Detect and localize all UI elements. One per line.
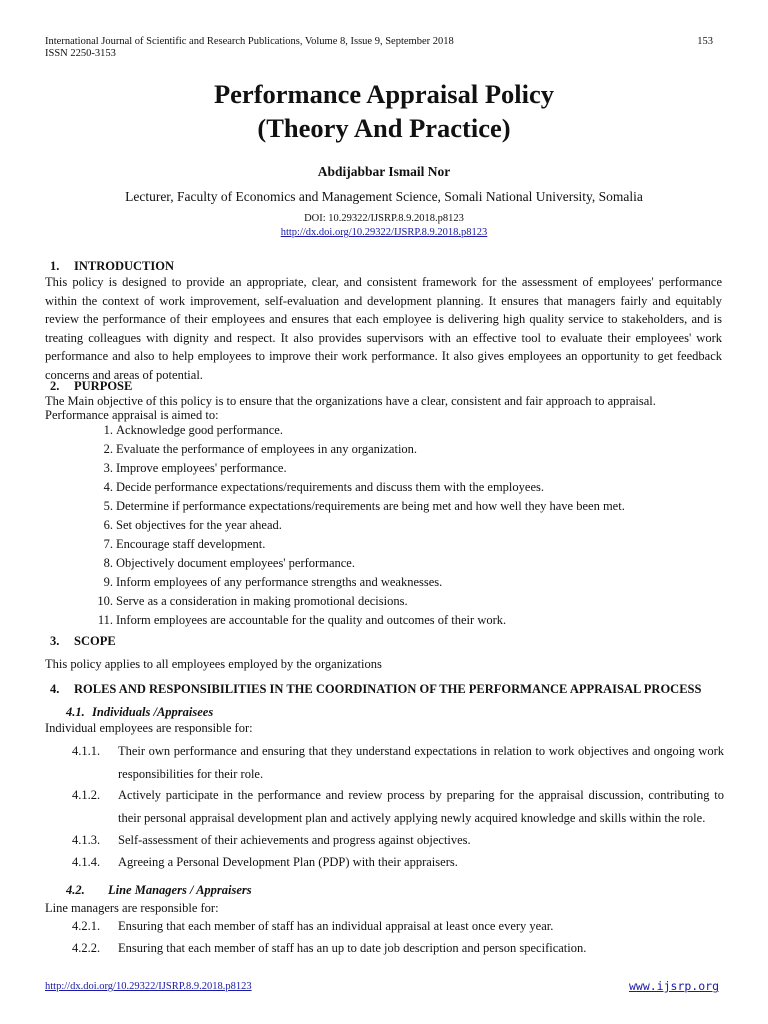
section-title: ROLES AND RESPONSIBILITIES IN THE COORDINATION OF THE PERFORMANCE APPRAISAL PROCESS bbox=[74, 682, 702, 696]
list-item: 4.1.3. Self-assessment of their achievements and progress against objectives. bbox=[72, 833, 471, 847]
subsection-number: 4.1. bbox=[66, 705, 85, 719]
list-item: 1. Acknowledge good performance. bbox=[103, 423, 283, 437]
list-item: 5. Determine if performance expectations/requirements are being met and how well they have been met. bbox=[103, 499, 625, 513]
author-name: Abdijabbar Ismail Nor bbox=[317, 164, 451, 179]
list-item: 4.1.2. Actively participate in the performance and review process by preparing for the appraisal discussion, contributing to their personal appraisal development plan and actively applying newly acquired knowledge and skills within the role. bbox=[72, 788, 724, 825]
paper-title-line-1: Performance Appraisal Policy bbox=[213, 79, 554, 109]
subsection-number: 4.2. bbox=[66, 883, 85, 897]
subsection-heading-individuals bbox=[66, 705, 213, 720]
author-affiliation: Lecturer, Faculty of Economics and Management Science, Somali National University, Somalia bbox=[125, 189, 643, 204]
list-item: 2. Evaluate the performance of employees in any organization. bbox=[103, 442, 418, 456]
purpose-list bbox=[88, 421, 625, 630]
doi-link[interactable]: http://dx.doi.org/10.29322/IJSRP.8.9.2018.p8123 bbox=[280, 227, 488, 238]
list-item: 9. Inform employees of any performance strengths and weaknesses. bbox=[103, 575, 443, 589]
list-item: 4.1.4. Agreeing a Personal Development Plan (PDP) with their appraisers. bbox=[72, 855, 458, 869]
purpose-line-1: The Main objective of this policy is to ensure that the organizations have a clear, consistent and fair approach to appraisal. bbox=[45, 394, 656, 408]
list-item: 3. Improve employees' performance. bbox=[103, 461, 287, 475]
section-number: 2. bbox=[50, 379, 60, 393]
section-title: SCOPE bbox=[74, 634, 116, 648]
doi-link-container bbox=[0, 227, 768, 238]
list-item: 4.2.1. Ensuring that each member of staff has an individual appraisal at least once every year. bbox=[72, 919, 554, 933]
section-heading-introduction bbox=[50, 259, 174, 274]
purpose-line-2: Performance appraisal is aimed to: bbox=[45, 408, 219, 422]
list-item: 11. Inform employees are accountable for the quality and outcomes of their work. bbox=[97, 613, 507, 627]
scope-paragraph: This policy applies to all employees employed by the organizations bbox=[45, 657, 382, 671]
footer-doi-container bbox=[45, 981, 252, 992]
section-number: 4. bbox=[50, 682, 60, 696]
line-managers-intro: Line managers are responsible for: bbox=[45, 901, 219, 915]
doi-label: DOI: 10.29322/IJSRP.8.9.2018.p8123 bbox=[304, 213, 464, 224]
list-item: 10. Serve as a consideration in making promotional decisions. bbox=[97, 594, 408, 608]
section-title: PURPOSE bbox=[74, 379, 133, 393]
section-title: INTRODUCTION bbox=[74, 259, 175, 273]
journal-citation: International Journal of Scientific and Research Publications, Volume 8, Issue 9, September 2018 bbox=[45, 36, 454, 47]
section-number: 1. bbox=[50, 259, 60, 273]
introduction-paragraph: This policy is designed to provide an appropriate, clear, and consistent framework for the assessment of employees' performance within the context of work improvement, self-evaluation and development planning. It ensures that managers fairly and equitably review the performance of their employees and ensures that each employee is delivering high quality service to stakeholders, and is treating colleagues with dignity and respect. It also provides supervisors with an effective tool to evaluate their employees' work performance and also to help employees to improve their work performance. It also gives employees an opportunity to get feedback concerns and areas of potential. bbox=[45, 275, 722, 382]
footer-site-link[interactable]: www.ijsrp.org bbox=[628, 979, 719, 993]
list-item: 7. Encourage staff development. bbox=[103, 537, 266, 551]
section-heading-roles bbox=[50, 682, 701, 697]
section-heading-purpose bbox=[50, 379, 132, 394]
list-item: 4.2.2. Ensuring that each member of staff has an up to date job description and person specification. bbox=[72, 941, 587, 955]
page-number: 153 bbox=[697, 36, 713, 47]
paper-title-line-2: (Theory And Practice) bbox=[257, 113, 511, 143]
subsection-heading-line-managers bbox=[66, 883, 252, 898]
footer-site-container bbox=[600, 979, 719, 993]
subsection-title: Individuals /Appraisees bbox=[92, 705, 214, 719]
section-number: 3. bbox=[50, 634, 60, 648]
list-item: 8. Objectively document employees' performance. bbox=[103, 556, 355, 570]
individuals-intro: Individual employees are responsible for: bbox=[45, 721, 253, 735]
list-item: 6. Set objectives for the year ahead. bbox=[103, 518, 282, 532]
list-item: 4. Decide performance expectations/requirements and discuss them with the employees. bbox=[103, 480, 544, 494]
list-item: 4.1.1. Their own performance and ensuring that they understand expectations in relation to work objectives and ongoing work responsibilities for their role. bbox=[72, 744, 724, 781]
footer-doi-link[interactable]: http://dx.doi.org/10.29322/IJSRP.8.9.2018.p8123 bbox=[45, 981, 252, 992]
issn: ISSN 2250-3153 bbox=[45, 48, 116, 59]
journal-header bbox=[45, 36, 454, 60]
section-heading-scope bbox=[50, 634, 116, 649]
subsection-title: Line Managers / Appraisers bbox=[108, 883, 252, 897]
